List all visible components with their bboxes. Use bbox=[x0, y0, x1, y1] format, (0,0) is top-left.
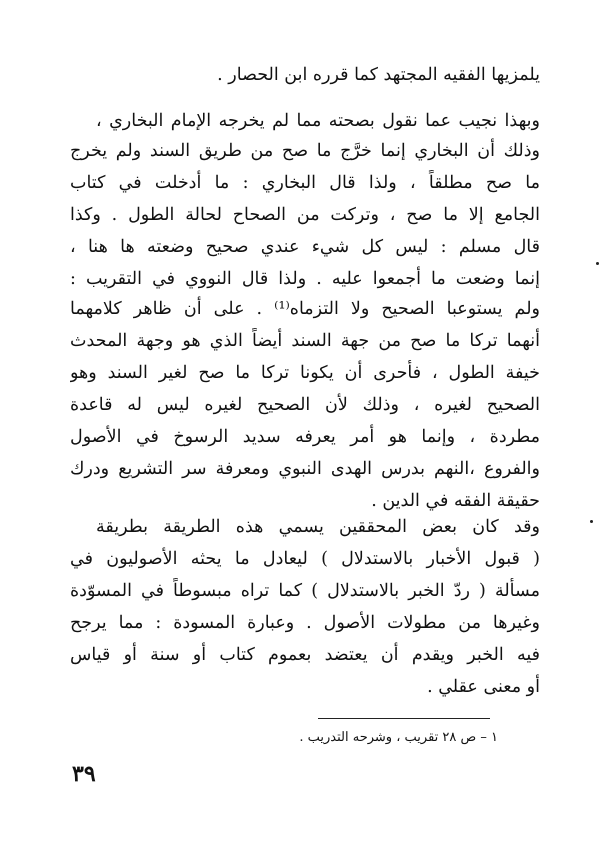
text-line: أو معنى عقلي . bbox=[427, 677, 540, 697]
text-line: يلمزيها الفقيه المجتهد كما قرره ابن الحصار . bbox=[217, 65, 540, 85]
scan-speck bbox=[596, 262, 599, 265]
page-number: ٣٩ bbox=[72, 761, 96, 787]
text-line: وغيرها من مطولات الأصول . وعبارة المسودة : مما يرجح bbox=[70, 613, 540, 633]
text-line: إنما وضعت ما أجمعوا عليه . ولذا قال النووي في التقريب : bbox=[70, 269, 540, 289]
text-line: وقد كان بعض المحققين يسمي هذه الطريقة بطريقة bbox=[96, 517, 540, 537]
text-line: ( قبول الأخبار بالاستدلال ) ليعادل ما يحثه الأصوليون في bbox=[70, 549, 540, 569]
text-line: حقيقة الفقه في الدين . bbox=[371, 491, 540, 511]
text-line: والفروع ،النهم بدرس الهدى النبوي ومعرفة سر التشريع ودرك bbox=[70, 459, 540, 479]
footnote: ١ – ص ٢٨ تقريب ، وشرحه التدريب . bbox=[299, 730, 498, 745]
text-line: فيه الخبر ويقدم أن يعتضد بعموم كتاب أو سنة أو قياس bbox=[70, 645, 540, 665]
text-line: مطردة ، وإنما هو أمر يعرفه سديد الرسوخ في الأصول bbox=[70, 427, 540, 447]
text-line: ولم يستوعبا الصحيح ولا التزماه⁽¹⁾ . على أن ظاهر كلامهما bbox=[70, 299, 540, 319]
text-line: قال مسلم : ليس كل شيء عندي صحيح وضعته ها هنا ، bbox=[70, 237, 540, 257]
text-line: وبهذا نجيب عما نقول بصحته مما لم يخرجه الإمام البخاري ، bbox=[96, 111, 540, 131]
text-line: الجامع إلا ما صح ، وتركت من الصحاح لحالة الطول . وكذا bbox=[70, 205, 540, 225]
text-line: خيفة الطول ، فأحرى أن يكونا تركا ما صح لغير السند وهو bbox=[70, 363, 540, 383]
text-line: وذلك أن البخاري إنما خرَّج ما صح من طريق السند ولم يخرج bbox=[70, 141, 540, 161]
text-line: ما صح مطلقاً ، ولذا قال البخاري : ما أدخلت في كتاب bbox=[70, 173, 540, 193]
text-line: أنهما تركا ما صح من جهة السند أيضاً الذي هو وجهة المحدث bbox=[70, 331, 540, 351]
scan-speck bbox=[590, 520, 593, 523]
text-line: مسألة ( ردّ الخبر بالاستدلال ) كما تراه مبسوطاً في المسوّدة bbox=[70, 581, 540, 601]
footnote-separator bbox=[318, 718, 490, 719]
text-line: الصحيح لغيره ، وذلك لأن الصحيح لغيره ليس له قاعدة bbox=[70, 395, 540, 415]
